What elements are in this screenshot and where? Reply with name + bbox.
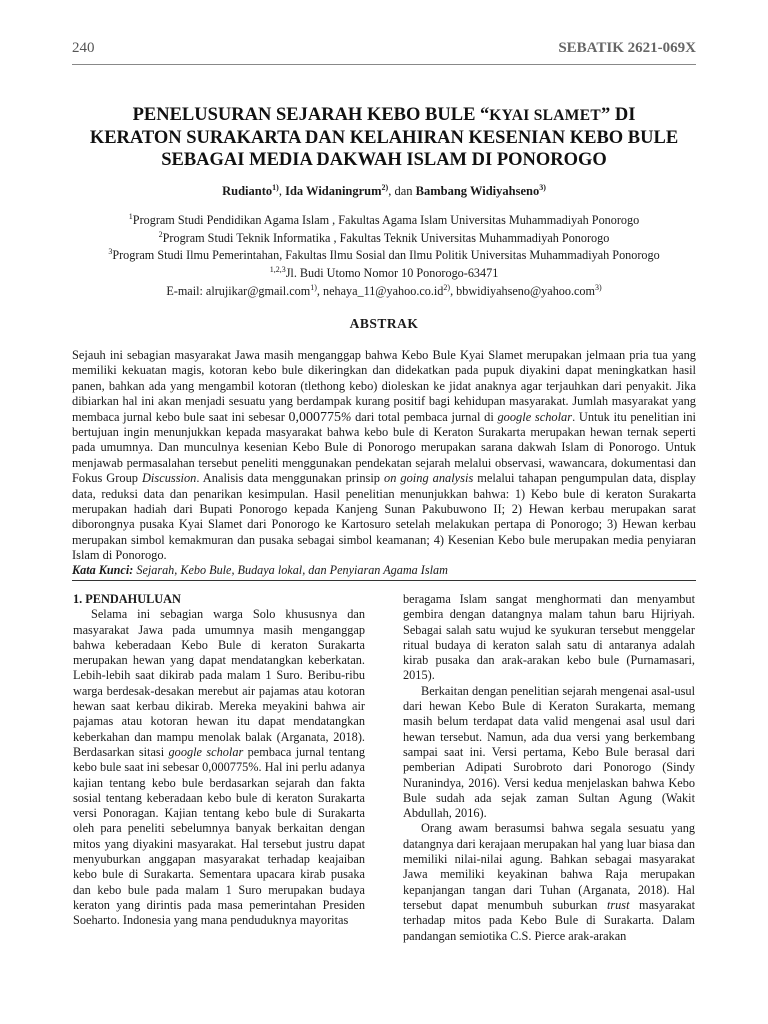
intro-paragraph-1	[73, 607, 365, 928]
affiliation-2-sup: 2	[158, 229, 163, 239]
title-line1-a: PENELUSURAN SEJARAH KEBO BULE “	[132, 105, 490, 125]
email-2: , nehaya_11@yahoo.co.id	[316, 283, 444, 298]
author-2: Ida Widaningrum	[285, 184, 382, 199]
affiliation-address	[60, 263, 708, 281]
intro-text-2: pembaca jurnal tentang kebo bule saat ini sebesar 0,000775%. Hal ini perlu adanya kajian tentang kebo bule berdasarkan sejarah dan fakta sosial tentang keberadaan kebo bule di keraton Surakarta versi Ponoragan. Kajian tentang kebo bule di Surakarta oleh para peneliti sebelumnya banyak berkaitan dengan mitos yang diyakini masyarakat. Hal tersebut justru dapat menyuburkan anggapan masyarakat terhadap keajaiban kebo bule di Surakarta. Sementara upacara kirab pusaka dan kebo bule pada malam 1 Suro merupakan budaya keraton yang dirintis pada masa pemerintahan Presiden Soeharto. Indonesia yang mana penduduknya mayoritas	[73, 744, 365, 928]
keywords	[72, 563, 696, 578]
intro-paragraph-3	[403, 821, 695, 943]
affiliation-1-text: Program Studi Pendidikan Agama Islam , Fakultas Agama Islam Universitas Muhammadiyah Ponorogo	[132, 213, 640, 228]
intro-text-3: Orang awam berasumsi bahwa segala sesuatu yang datangnya dari kerajaan merupakan hal yang luar biasa dan memiliki nilai-nilai agung. Bahkan sebagai masyarakat Jawa memiliki keyakinan bahwa Raja merupakan kepanjangan tangan dari Tuhan (Arganata, 2018). Hal tersebut dapat menumbuh suburkan	[403, 821, 695, 912]
affiliation-2-text: Program Studi Teknik Informatika , Fakultas Teknik Universitas Muhammadiyah Ponorogo	[162, 230, 610, 245]
author-3-sup: 3)	[539, 183, 546, 192]
body-column-left	[73, 592, 365, 929]
email-line	[60, 281, 708, 299]
affiliation-3	[60, 245, 708, 263]
abstract-on-going-analysis: on going analysis	[384, 471, 474, 486]
affiliation-3-sup: 3	[108, 247, 113, 257]
intro-text-1: Selama ini sebagian warga Solo khususnya dan masyarakat Jawa pada umumnya masih menganggap bahwa keberadaan Kebo Bule di keraton Surakarta merupakan hewan yang dapat mendatangkan keberkatan. Lebih-lebih saat dikirab pada malam 1 Suro. Beribu-ribu warga berdesak-desakan merebut air pajamas atau kotoran hewan saat kerbau dikirab. Mereka meyakini bahwa air pajamas atau kotoran hewan itu dapat mendatangkan keberkahan dan mampu menolak balak (Arganata, 2018). Berdasarkan sitasi	[73, 607, 365, 759]
abstract-text-1: Sejauh ini sebagian masyarakat Jawa masih menganggap bahwa Kebo Bule Kyai Slamet merupakan jelmaan pria tua yang memiliki kekuatan magis, kotoran kebo bule dikeringkan dan didekatkan pada pupuk diyakini dapat meningkatkan hasil panen, bahkan ada yang mengambil kotoran (tlethong kebo) dioleskan ke jidat anaknya agar terjauhkan dari penyakit. Jika dibiarkan hal ini akan menjadi sesuatu yang berdampak kurang positif bagi kehidupan masyarakat. Jumlah masyarakat yang membaca jurnal kebo bule saat ini sebesar	[72, 348, 696, 424]
abstract-text-5: melalui tahapan pengumpulan data, display data, reduksi data dan penarikan kesimpulan. Hasil penelitian menunjukkan bahwa: 1) Kebo bule di keraton Surakarta merupakan hadiah dari Bupati Ponorogo kepada Kanjeng Sunan Pakubuwono II; 2) Hewan kerbau merupakan sarat diborongnya pusaka Kyai Slamet dari Ponorogo ke Kartosuro setelah melakukan pertapa di Ponorogo; 3) Hewan kerbau merupakan simbol kemakmuran dan pusaka sebagai simbol keamanan; 4) Kesenian Kebo bule merupakan media penyiaran Islam di Ponorogo.	[72, 471, 696, 563]
address-sup: 1,2,3	[269, 264, 286, 274]
email-sup-2: 2)	[443, 282, 451, 292]
keywords-label: Kata Kunci:	[72, 563, 134, 577]
author-1: Rudianto	[222, 184, 273, 199]
affiliation-1-sup: 1	[128, 212, 133, 221]
affiliation-3-text: Program Studi Ilmu Pemerintahan, Fakultas Ilmu Sosial dan Ilmu Politik Universitas Muhammadiyah Ponorogo	[112, 248, 660, 263]
affiliations	[60, 210, 708, 298]
author-3: Bambang Widiyahseno	[415, 184, 540, 199]
abstract-google-scholar: google scholar	[497, 409, 573, 424]
keywords-text: Sejarah, Kebo Bule, Budaya lokal, dan Penyiaran Agama Islam	[133, 563, 448, 577]
address-text: Jl. Budi Utomo Nomor 10 Ponorogo-63471	[285, 266, 499, 281]
body-column-right	[403, 592, 695, 944]
affiliation-1	[60, 210, 708, 228]
abstract-body	[72, 348, 696, 564]
abstract-percent-sign: %	[341, 409, 352, 424]
author-list	[72, 180, 696, 199]
abstract-text-3: . Untuk itu penelitian ini bertujuan ingin menunjukkan kepada masyarakat bahwa kebo bule di Keraton Surakarta merupakan hewan ternak seperti pada umumnya. Dan munculnya kesenian Kebo Bule di Ponorogo merupakan sarana dakwah Islam di Ponorogo. Untuk menjawab permasalahan tersebut peneliti menggunakan pendekatan sejarah melalui observasi, wawancara, dokumentasi dan Fokus Group	[72, 409, 696, 486]
intro-continuation: beragama Islam sangat menghormati dan menyambut gembira dengan datangnya malam tahun baru Hijriyah. Sebagai salah satu wujud ke syukuran tersebut menggelar ritual budaya di keraton salah satu di antaranya adalah kirab pusaka dan arak-arakan kebo bule (Purnamasari, 2015).	[403, 592, 695, 683]
title-line1-b: ” DI	[600, 105, 636, 125]
title-line3: SEBAGAI MEDIA DAKWAH ISLAM DI PONOROGO	[161, 150, 607, 170]
header-divider	[72, 64, 696, 65]
email-3: , bbwidiyahseno@yahoo.com	[450, 283, 596, 298]
email-1: E-mail: alrujikar@gmail.com	[166, 283, 311, 298]
abstract-text-2: dari total pembaca jurnal di	[351, 409, 498, 424]
author-sep-1: ,	[278, 184, 286, 199]
intro-text-4: masyarakat terhadap mitos pada Kebo Bule di Surakarta. Dalam pandangan semiotika C.S. Pierce arak-arakan	[403, 897, 695, 943]
intro-trust: trust	[606, 897, 630, 912]
email-sup-1: 1)	[310, 282, 317, 292]
page-number: 240	[72, 40, 95, 56]
author-sep-2: , dan	[388, 184, 416, 199]
intro-google-scholar: google scholar	[168, 744, 244, 759]
abstract-heading: ABSTRAK	[349, 316, 419, 331]
journal-name: SEBATIK 2621-069X	[558, 40, 696, 56]
email-sup-3: 3)	[595, 282, 602, 292]
abstract-discussion: Discussion	[141, 471, 197, 486]
abstract-percentage: 0,000775	[288, 409, 342, 425]
intro-paragraph-2: Berkaitan dengan penelitian sejarah mengenai asal-usul dari hewan Kebo Bule di Keraton Surakarta, memang masih belum terdapat data valid mengenai asal usul dari hewan tersebut. Namun, ada dua versi yang berkembang sampai saat ini. Versi pertama, Kebo Bule berasal dari pemberian Adipati Surobroto dari Ponorogo (Sindy Nuranindya, 2016). Versi kedua menjelaskan bahwa Kebo Bule sudah ada sejak zaman Sultan Agung (Wakit Abdullah, 2016).	[403, 683, 695, 821]
running-header	[72, 40, 696, 62]
keywords-divider	[72, 580, 696, 581]
abstract-text-4: . Analisis data menggunakan prinsip	[196, 471, 385, 486]
title-line2: KERATON SURAKARTA DAN KELAHIRAN KESENIAN KEBO BULE	[89, 128, 679, 148]
affiliation-2	[60, 228, 708, 246]
paper-title	[80, 104, 688, 171]
section-heading-introduction: 1. PENDAHULUAN	[73, 592, 181, 606]
title-line1-smallcaps: KYAI SLAMET	[489, 107, 601, 124]
author-1-sup: 1)	[272, 183, 279, 192]
author-2-sup: 2)	[381, 183, 389, 192]
